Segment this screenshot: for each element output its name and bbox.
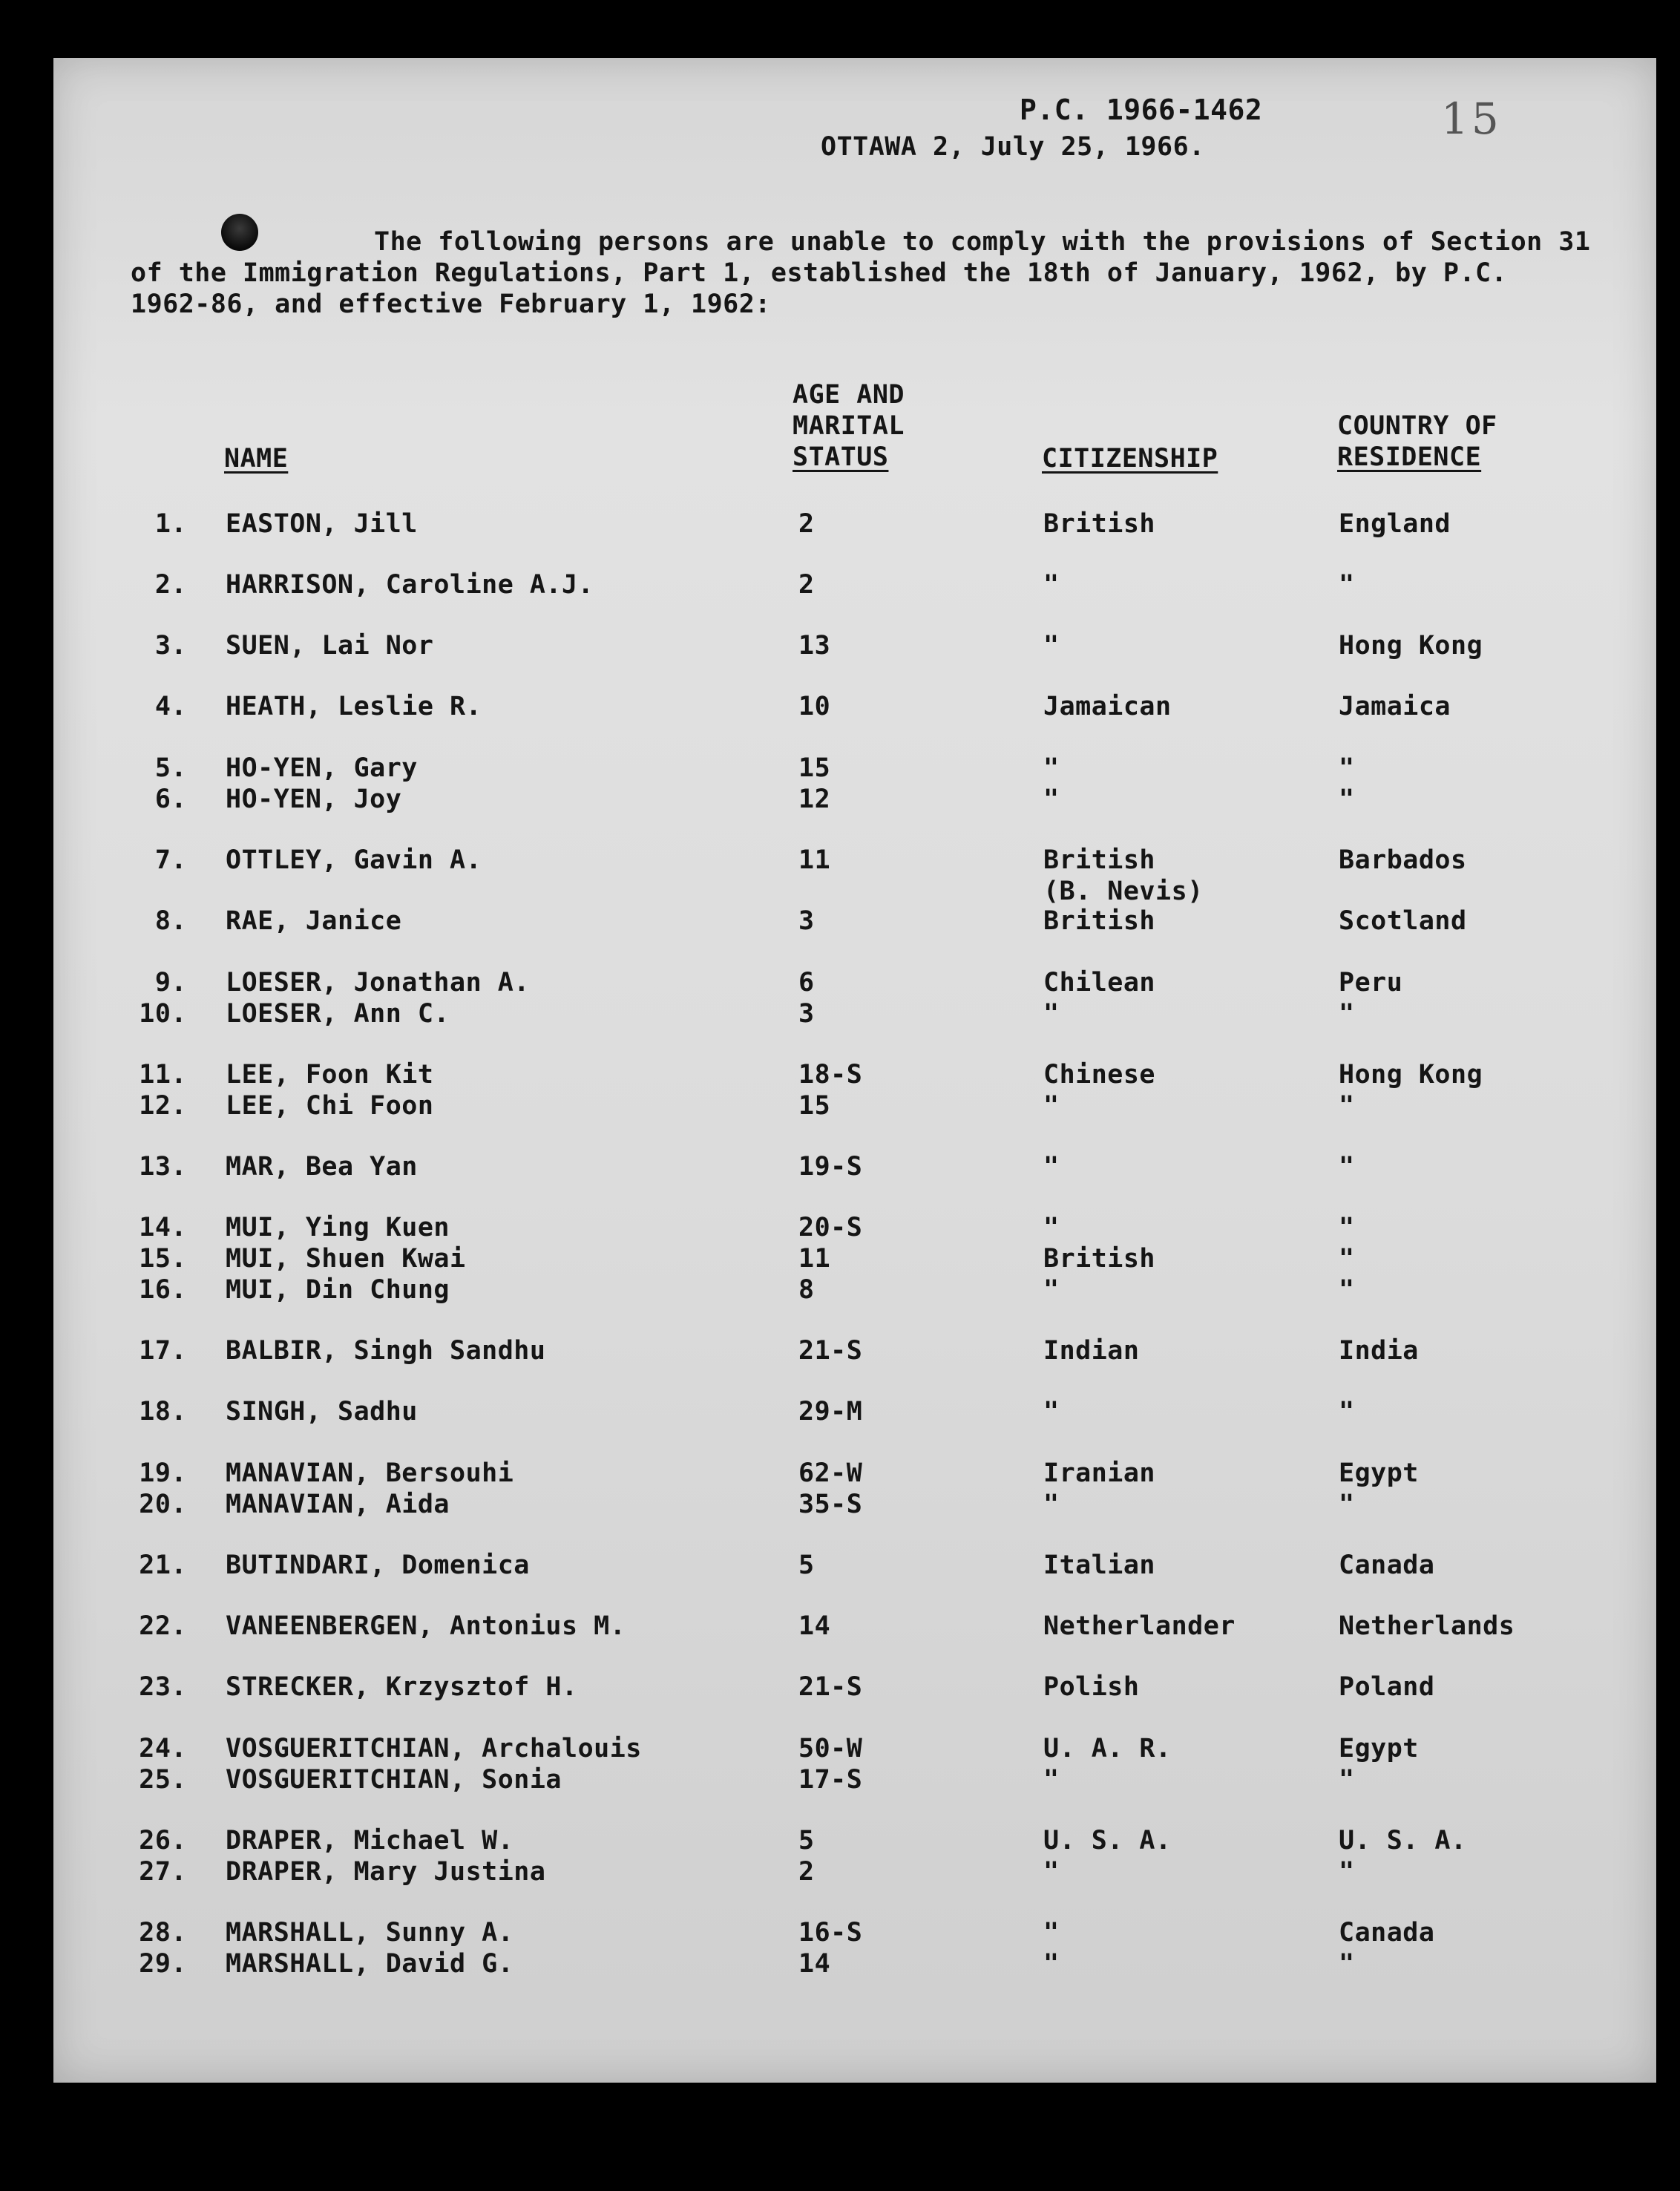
row-number: 16. — [139, 1275, 187, 1305]
age-marital-status: 35-S — [798, 1490, 863, 1519]
citizenship: British — [1043, 1244, 1156, 1274]
row-number: 10. — [139, 999, 187, 1029]
country-of-residence: Poland — [1339, 1672, 1435, 1702]
age-marital-status: 29-M — [798, 1397, 863, 1427]
person-name: VOSGUERITCHIAN, Sonia — [226, 1765, 562, 1795]
citizenship: Italian — [1043, 1550, 1156, 1580]
person-name: MAR, Bea Yan — [226, 1152, 418, 1182]
row-number: 5. — [154, 753, 187, 783]
citizenship: " — [1043, 1765, 1060, 1795]
age-marital-status: 14 — [798, 1949, 831, 1979]
person-name: DRAPER, Michael W. — [226, 1826, 514, 1856]
country-of-residence: Barbados — [1339, 845, 1467, 875]
person-name: LEE, Foon Kit — [226, 1060, 434, 1090]
country-of-residence: Netherlands — [1339, 1611, 1515, 1641]
order-number: P.C. 1966-1462 — [1020, 94, 1263, 126]
age-marital-status: 14 — [798, 1611, 831, 1641]
age-marital-status: 5 — [798, 1826, 815, 1856]
country-of-residence: " — [1339, 1275, 1355, 1305]
age-marital-status: 20-S — [798, 1213, 863, 1242]
row-number: 17. — [139, 1336, 187, 1366]
person-name: BUTINDARI, Domenica — [226, 1550, 530, 1580]
country-of-residence: Egypt — [1339, 1734, 1419, 1763]
citizenship: " — [1043, 1213, 1060, 1242]
row-number: 3. — [154, 631, 187, 661]
country-of-residence: " — [1339, 1490, 1355, 1519]
person-name: MANAVIAN, Aida — [226, 1490, 450, 1519]
citizenship: Chinese — [1043, 1060, 1156, 1090]
header-name: NAME — [224, 444, 289, 474]
person-name: SUEN, Lai Nor — [226, 631, 434, 661]
row-number: 2. — [154, 570, 187, 600]
intro-line-1: The following persons are unable to comply with the provisions of Section 31 — [374, 227, 1591, 257]
country-of-residence: Jamaica — [1339, 692, 1451, 721]
row-number: 18. — [139, 1397, 187, 1427]
age-marital-status: 19-S — [798, 1152, 863, 1182]
citizenship: " — [1043, 631, 1060, 661]
age-marital-status: 8 — [798, 1275, 815, 1305]
row-number: 26. — [139, 1826, 187, 1856]
country-of-residence: " — [1339, 753, 1355, 783]
row-number: 14. — [139, 1213, 187, 1242]
citizenship: British — [1043, 509, 1156, 539]
person-name: MARSHALL, David G. — [226, 1949, 514, 1979]
country-of-residence: " — [1339, 1213, 1355, 1242]
person-name: SINGH, Sadhu — [226, 1397, 418, 1427]
citizenship: Chilean — [1043, 968, 1156, 998]
country-of-residence: India — [1339, 1336, 1419, 1366]
country-of-residence: Canada — [1339, 1918, 1435, 1948]
country-of-residence: " — [1339, 1765, 1355, 1795]
age-marital-status: 62-W — [798, 1458, 863, 1488]
citizenship: British — [1043, 845, 1156, 875]
age-marital-status: 18-S — [798, 1060, 863, 1090]
person-name: VOSGUERITCHIAN, Archalouis — [226, 1734, 642, 1763]
row-number: 29. — [139, 1949, 187, 1979]
citizenship: " — [1043, 1152, 1060, 1182]
citizenship: British — [1043, 906, 1156, 936]
row-number: 13. — [139, 1152, 187, 1182]
country-of-residence: Canada — [1339, 1550, 1435, 1580]
country-of-residence: " — [1339, 570, 1355, 600]
header-citizenship: CITIZENSHIP — [1042, 444, 1218, 474]
row-number: 25. — [139, 1765, 187, 1795]
person-name: OTTLEY, Gavin A. — [226, 845, 482, 875]
row-number: 27. — [139, 1857, 187, 1887]
row-number: 22. — [139, 1611, 187, 1641]
age-marital-status: 5 — [798, 1550, 815, 1580]
citizenship: " — [1043, 1490, 1060, 1519]
person-name: MANAVIAN, Bersouhi — [226, 1458, 514, 1488]
person-name: MUI, Ying Kuen — [226, 1213, 450, 1242]
age-marital-status: 16-S — [798, 1918, 863, 1948]
citizenship: " — [1043, 570, 1060, 600]
row-number: 21. — [139, 1550, 187, 1580]
person-name: HARRISON, Caroline A.J. — [226, 570, 594, 600]
country-of-residence: " — [1339, 1397, 1355, 1427]
age-marital-status: 21-S — [798, 1672, 863, 1702]
country-of-residence: Peru — [1339, 968, 1403, 998]
age-marital-status: 17-S — [798, 1765, 863, 1795]
country-of-residence: " — [1339, 1244, 1355, 1274]
row-number: 23. — [139, 1672, 187, 1702]
citizenship: U. S. A. — [1043, 1826, 1172, 1856]
row-number: 24. — [139, 1734, 187, 1763]
person-name: DRAPER, Mary Justina — [226, 1857, 546, 1887]
age-marital-status: 2 — [798, 1857, 815, 1887]
age-marital-status: 21-S — [798, 1336, 863, 1366]
age-marital-status: 12 — [798, 785, 831, 814]
age-marital-status: 3 — [798, 906, 815, 936]
row-number: 15. — [139, 1244, 187, 1274]
page-number: 15 — [1441, 94, 1502, 144]
citizenship: U. A. R. — [1043, 1734, 1172, 1763]
dateline: OTTAWA 2, July 25, 1966. — [821, 132, 1205, 162]
country-of-residence: England — [1339, 509, 1451, 539]
header-country-line-1: COUNTRY OF — [1337, 411, 1497, 441]
person-name: BALBIR, Singh Sandhu — [226, 1336, 546, 1366]
age-marital-status: 11 — [798, 1244, 831, 1274]
person-name: LOESER, Jonathan A. — [226, 968, 530, 998]
age-marital-status: 50-W — [798, 1734, 863, 1763]
row-number: 7. — [154, 845, 187, 875]
person-name: EASTON, Jill — [226, 509, 418, 539]
citizenship-note: (B. Nevis) — [1043, 877, 1204, 906]
citizenship: " — [1043, 1918, 1060, 1948]
punch-hole-icon — [221, 214, 258, 251]
citizenship: " — [1043, 753, 1060, 783]
person-name: VANEENBERGEN, Antonius M. — [226, 1611, 626, 1641]
header-age-line-2: MARITAL — [793, 411, 905, 441]
row-number: 1. — [154, 509, 187, 539]
intro-line-2: of the Immigration Regulations, Part 1, established the 18th of January, 1962, by P.C. — [131, 258, 1508, 288]
country-of-residence: Hong Kong — [1339, 1060, 1483, 1090]
citizenship: " — [1043, 999, 1060, 1029]
citizenship: " — [1043, 1091, 1060, 1121]
row-number: 8. — [154, 906, 187, 936]
row-number: 20. — [139, 1490, 187, 1519]
person-name: MARSHALL, Sunny A. — [226, 1918, 514, 1948]
country-of-residence: " — [1339, 1091, 1355, 1121]
country-of-residence: Hong Kong — [1339, 631, 1483, 661]
citizenship: Jamaican — [1043, 692, 1172, 721]
row-number: 28. — [139, 1918, 187, 1948]
row-number: 4. — [154, 692, 187, 721]
person-name: STRECKER, Krzysztof H. — [226, 1672, 578, 1702]
age-marital-status: 13 — [798, 631, 831, 661]
document-page — [53, 58, 1656, 2083]
person-name: HO-YEN, Gary — [226, 753, 418, 783]
citizenship: Netherlander — [1043, 1611, 1236, 1641]
person-name: HEATH, Leslie R. — [226, 692, 482, 721]
citizenship: Indian — [1043, 1336, 1140, 1366]
row-number: 11. — [139, 1060, 187, 1090]
citizenship: " — [1043, 1857, 1060, 1887]
header-age-line-1: AGE AND — [793, 380, 905, 410]
country-of-residence: " — [1339, 785, 1355, 814]
header-age-line-3: STATUS — [793, 442, 889, 472]
age-marital-status: 2 — [798, 509, 815, 539]
person-name: MUI, Shuen Kwai — [226, 1244, 466, 1274]
citizenship: " — [1043, 1397, 1060, 1427]
country-of-residence: " — [1339, 1949, 1355, 1979]
country-of-residence: " — [1339, 1857, 1355, 1887]
country-of-residence: Scotland — [1339, 906, 1467, 936]
citizenship: Polish — [1043, 1672, 1140, 1702]
age-marital-status: 2 — [798, 570, 815, 600]
citizenship: " — [1043, 1949, 1060, 1979]
person-name: MUI, Din Chung — [226, 1275, 450, 1305]
header-country-line-2: RESIDENCE — [1337, 442, 1482, 472]
country-of-residence: Egypt — [1339, 1458, 1419, 1488]
country-of-residence: " — [1339, 1152, 1355, 1182]
person-name: RAE, Janice — [226, 906, 402, 936]
citizenship: " — [1043, 1275, 1060, 1305]
intro-line-3: 1962-86, and effective February 1, 1962: — [131, 289, 771, 319]
age-marital-status: 11 — [798, 845, 831, 875]
person-name: HO-YEN, Joy — [226, 785, 402, 814]
age-marital-status: 15 — [798, 753, 831, 783]
country-of-residence: U. S. A. — [1339, 1826, 1467, 1856]
age-marital-status: 6 — [798, 968, 815, 998]
person-name: LEE, Chi Foon — [226, 1091, 434, 1121]
row-number: 9. — [154, 968, 187, 998]
person-name: LOESER, Ann C. — [226, 999, 450, 1029]
row-number: 19. — [139, 1458, 187, 1488]
age-marital-status: 3 — [798, 999, 815, 1029]
age-marital-status: 10 — [798, 692, 831, 721]
citizenship: " — [1043, 785, 1060, 814]
row-number: 12. — [139, 1091, 187, 1121]
citizenship: Iranian — [1043, 1458, 1156, 1488]
age-marital-status: 15 — [798, 1091, 831, 1121]
country-of-residence: " — [1339, 999, 1355, 1029]
row-number: 6. — [154, 785, 187, 814]
